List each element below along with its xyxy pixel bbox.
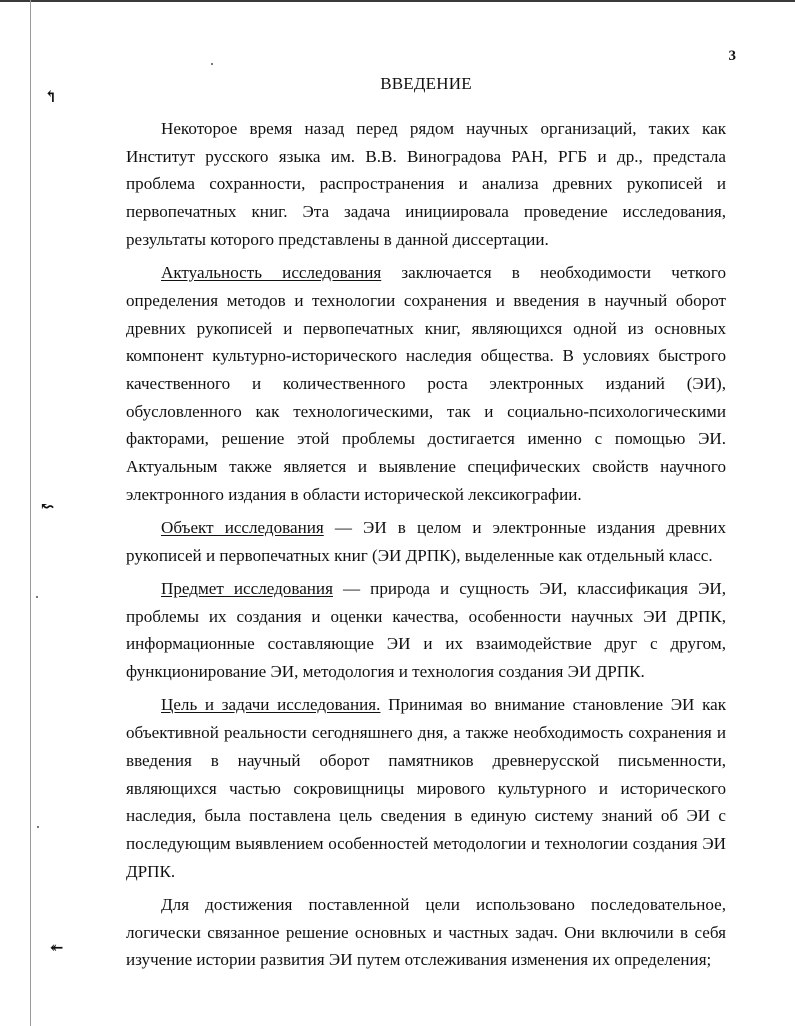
section-label-object: Объект исследования: [161, 518, 324, 538]
paragraph-text: — природа и сущность ЭИ, классификация ЭИ, проблемы их создания и оценки качества, особенности научных ЭИ ДРПК, информационные составляющие ЭИ и их взаимодействие друг с другом, функционирование ЭИ, методология и технология создания ЭИ ДРПК.: [126, 579, 726, 682]
margin-mark-icon: ↰: [44, 89, 58, 106]
paragraph-text: Некоторое время назад перед рядом научных организаций, таких как Институт русского языка им. В.В. Виноградова РАН, РГБ и др., предстала проблема сохранности, распространения и анализа древних рукописей и первопечатных книг. Эта задача инициировала проведение исследования, результаты которого представлены в данной диссертации.: [126, 119, 726, 249]
section-label-relevance: Актуальность исследования: [161, 263, 382, 283]
paragraph-text: Принимая во внимание становление ЭИ как объективной реальности сегодняшнего дня, а также необходимость сохранения и введения в научный оборот памятников древнерусской письменности, являющихся частью сокровищницы мирового культурного и исторического наследия, была поставлена цель сведения в единую систему знаний об ЭИ с последующим выявлением особенностей методологии и технологии создания ЭИ ДРПК.: [126, 695, 727, 881]
margin-mark-icon: ↜: [41, 499, 55, 516]
paragraph-relevance: [126, 259, 726, 508]
paragraph-intro: [126, 115, 726, 254]
paragraph-tasks: [126, 891, 726, 974]
scan-speck: [37, 826, 39, 828]
section-label-goals: Цель и задачи исследования.: [161, 695, 381, 715]
body-text: [126, 115, 726, 980]
page-top-edge: [0, 0, 795, 2]
paragraph-text: заключается в необходимости четкого определения методов и технологии сохранения и введения в научный оборот древних рукописей и первопечатных книг, являющихся одной из основных компонент культурно-исторического наследия общества. В условиях быстрого качественного и количественного роста электронных изданий (ЭИ), обусловленного как технологическими, так и социально-психологическими факторами, решение этой проблемы достигается именно с помощью ЭИ. Актуальным также является и выявление специфических свойств научного электронного издания в области исторической лексикографии.: [126, 263, 726, 504]
section-label-subject: Предмет исследования: [161, 579, 333, 599]
page-number: 3: [728, 48, 736, 64]
paragraph-subject: [126, 575, 726, 686]
page-title: ВВЕДЕНИЕ: [380, 74, 472, 93]
paragraph-text: Для достижения поставленной цели использовано последовательное, логически связанное решение основных и частных задач. Они включили в себя изучение истории развития ЭИ путем отслеживания изменения их определения;: [126, 894, 726, 970]
paragraph-object: [126, 514, 726, 569]
scan-speck: [211, 63, 213, 65]
paragraph-text: — ЭИ в целом и электронные издания древних рукописей и первопечатных книг (ЭИ ДРПК), выделенные как отдельный класс.: [126, 518, 726, 565]
page-left-edge: [30, 0, 31, 1026]
paragraph-goals: [126, 691, 726, 885]
margin-mark-icon: ↞: [50, 940, 64, 957]
scan-speck: [36, 596, 38, 598]
